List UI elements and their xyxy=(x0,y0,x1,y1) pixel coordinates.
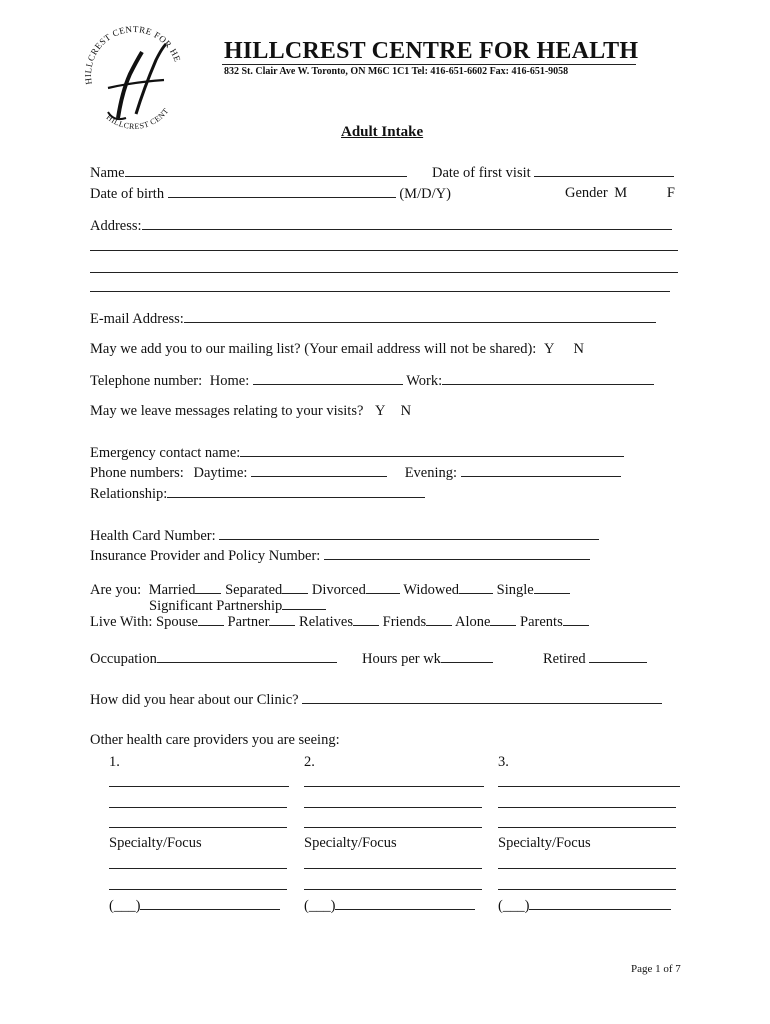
messages-yes[interactable]: Y xyxy=(375,403,385,419)
health-card-row xyxy=(90,526,599,545)
first-visit-field[interactable] xyxy=(534,163,674,177)
address-row xyxy=(90,216,672,235)
work-phone-field[interactable] xyxy=(442,371,654,385)
provider-2-line-2[interactable] xyxy=(304,807,482,808)
email-field[interactable] xyxy=(184,309,656,323)
provider-number-1: 1. xyxy=(109,754,120,770)
health-card-field[interactable] xyxy=(219,526,599,540)
emergency-row xyxy=(90,443,624,462)
email-row xyxy=(90,309,656,328)
emergency-label: Emergency contact name: xyxy=(90,445,241,461)
logo-text-bottom: HILLCREST CENT xyxy=(104,106,171,132)
provider-2-line-1[interactable] xyxy=(304,786,484,787)
separated-field[interactable] xyxy=(282,580,308,594)
home-label: Home: xyxy=(209,373,250,389)
spouse-field[interactable] xyxy=(198,612,224,626)
provider-3-specialty-line-1[interactable] xyxy=(498,868,676,869)
provider-1-specialty-label: Specialty/Focus xyxy=(109,835,202,851)
mailing-row xyxy=(90,340,584,358)
address-field[interactable] xyxy=(142,216,672,230)
page-number: Page 1 of 7 xyxy=(631,963,681,975)
messages-question: May we leave messages relating to your visits? xyxy=(90,403,364,419)
alone-label: Alone xyxy=(454,614,491,630)
daytime-field[interactable] xyxy=(251,463,387,477)
daytime-label: Daytime: xyxy=(193,465,248,481)
partner-label: Partner xyxy=(227,614,270,630)
provider-3-line-1[interactable] xyxy=(498,786,680,787)
provider-2-phone xyxy=(304,896,475,915)
evening-label: Evening: xyxy=(404,465,458,481)
phone-numbers-label: Phone numbers: xyxy=(90,465,184,481)
relatives-field[interactable] xyxy=(353,612,379,626)
retired-label: Retired xyxy=(543,651,586,667)
emergency-name-field[interactable] xyxy=(240,443,624,457)
email-label: E-mail Address: xyxy=(90,311,184,327)
gender-row xyxy=(565,184,675,202)
insurance-field[interactable] xyxy=(324,546,590,560)
mailing-no[interactable]: N xyxy=(573,341,585,357)
widowed-label: Widowed xyxy=(403,582,460,598)
address-line-3[interactable] xyxy=(90,272,678,273)
provider-1-phone-field[interactable] xyxy=(140,896,280,910)
dob-field[interactable] xyxy=(168,184,396,198)
address-line-2[interactable] xyxy=(90,250,678,251)
provider-1-line-2[interactable] xyxy=(109,807,287,808)
first-visit-label: Date of first visit xyxy=(432,165,531,181)
occupation-field[interactable] xyxy=(157,649,337,663)
relationship-field[interactable] xyxy=(167,484,425,498)
name-row xyxy=(90,163,407,182)
provider-3-specialty-line-2[interactable] xyxy=(498,889,676,890)
relationship-label: Relationship: xyxy=(90,486,168,502)
messages-row xyxy=(90,402,411,420)
hear-field[interactable] xyxy=(302,690,662,704)
friends-label: Friends xyxy=(382,614,427,630)
hours-field[interactable] xyxy=(441,649,493,663)
provider-2-specialty-line-2[interactable] xyxy=(304,889,482,890)
mailing-question: May we add you to our mailing list? (Your email address will not be shared): xyxy=(90,341,537,357)
significant-label: Significant Partnership xyxy=(149,598,283,614)
dob-label: Date of birth xyxy=(90,186,165,202)
live-with-row xyxy=(90,612,589,631)
single-field[interactable] xyxy=(534,580,570,594)
provider-1-phone xyxy=(109,896,280,915)
provider-1-line-3[interactable] xyxy=(109,827,287,828)
relatives-label: Relatives xyxy=(299,614,354,630)
provider-1-specialty-line-2[interactable] xyxy=(109,889,287,890)
provider-number-3: 3. xyxy=(498,754,509,770)
divorced-label: Divorced xyxy=(311,582,366,598)
insurance-row xyxy=(90,546,590,565)
provider-1-specialty-line-1[interactable] xyxy=(109,868,287,869)
single-label: Single xyxy=(496,582,534,598)
hear-label: How did you hear about our Clinic? xyxy=(90,692,299,708)
provider-3-line-2[interactable] xyxy=(498,807,676,808)
provider-3-phone xyxy=(498,896,671,915)
org-title: HILLCREST CENTRE FOR HEALTH xyxy=(224,38,639,64)
logo xyxy=(78,22,190,134)
provider-1-area-code[interactable]: (___) xyxy=(109,898,141,914)
phone-numbers-row xyxy=(90,463,621,482)
name-field[interactable] xyxy=(125,163,407,177)
hours-label: Hours per wk xyxy=(362,651,441,667)
provider-2-line-3[interactable] xyxy=(304,827,482,828)
provider-2-specialty-line-1[interactable] xyxy=(304,868,482,869)
evening-field[interactable] xyxy=(461,463,621,477)
provider-2-phone-field[interactable] xyxy=(335,896,475,910)
provider-3-area-code[interactable]: (___) xyxy=(498,898,530,914)
address-label: Address: xyxy=(90,218,142,234)
significant-field[interactable] xyxy=(282,596,326,610)
provider-2-area-code[interactable]: (___) xyxy=(304,898,336,914)
work-label: Work: xyxy=(406,373,443,389)
hours-row xyxy=(362,649,493,668)
retired-row xyxy=(543,649,647,668)
provider-1-line-1[interactable] xyxy=(109,786,289,787)
provider-2-specialty-label: Specialty/Focus xyxy=(304,835,397,851)
first-visit-row xyxy=(432,163,674,182)
live-with-label: Live With: xyxy=(90,614,153,630)
spouse-label: Spouse xyxy=(156,614,198,630)
insurance-label: Insurance Provider and Policy Number: xyxy=(90,548,321,564)
are-you-label: Are you: xyxy=(90,582,142,598)
provider-3-phone-field[interactable] xyxy=(529,896,671,910)
parents-field[interactable] xyxy=(563,612,589,626)
logo-emblem xyxy=(78,22,190,134)
home-phone-field[interactable] xyxy=(253,371,403,385)
married-field[interactable] xyxy=(195,580,221,594)
provider-number-2: 2. xyxy=(304,754,315,770)
separated-label: Separated xyxy=(225,582,283,598)
providers-label: Other health care providers you are seeing: xyxy=(90,732,340,748)
partner-field[interactable] xyxy=(269,612,295,626)
widowed-field[interactable] xyxy=(459,580,493,594)
occupation-row xyxy=(90,649,337,668)
org-address: 832 St. Clair Ave W. Toronto, ON M6C 1C1 Tel: 416-651-6602 Fax: 416-651-9058 xyxy=(224,66,569,77)
address-line-4[interactable] xyxy=(90,291,670,292)
form-heading: Adult Intake xyxy=(341,124,424,140)
name-label: Name xyxy=(90,165,125,181)
dob-row xyxy=(90,184,451,203)
messages-no[interactable]: N xyxy=(400,403,412,419)
gender-label: Gender xyxy=(565,185,608,201)
gender-m[interactable]: M xyxy=(614,185,628,201)
relationship-row xyxy=(90,484,425,503)
retired-field[interactable] xyxy=(589,649,647,663)
alone-field[interactable] xyxy=(490,612,516,626)
provider-3-line-3[interactable] xyxy=(498,827,676,828)
occupation-label: Occupation xyxy=(90,651,157,667)
mailing-yes[interactable]: Y xyxy=(543,341,554,357)
provider-3-specialty-label: Specialty/Focus xyxy=(498,835,591,851)
married-label: Married xyxy=(148,582,196,598)
gender-f[interactable]: F xyxy=(666,185,675,201)
logo-text-top: HILLCREST CENTRE FOR HE xyxy=(83,23,183,86)
telephone-label: Telephone number: xyxy=(90,373,203,389)
hear-row xyxy=(90,690,662,709)
parents-label: Parents xyxy=(520,614,563,630)
dob-format: (M/D/Y) xyxy=(399,186,451,202)
title-rule xyxy=(222,64,636,65)
telephone-row xyxy=(90,371,654,390)
health-card-label: Health Card Number: xyxy=(90,528,216,544)
divorced-field[interactable] xyxy=(366,580,400,594)
friends-field[interactable] xyxy=(426,612,452,626)
